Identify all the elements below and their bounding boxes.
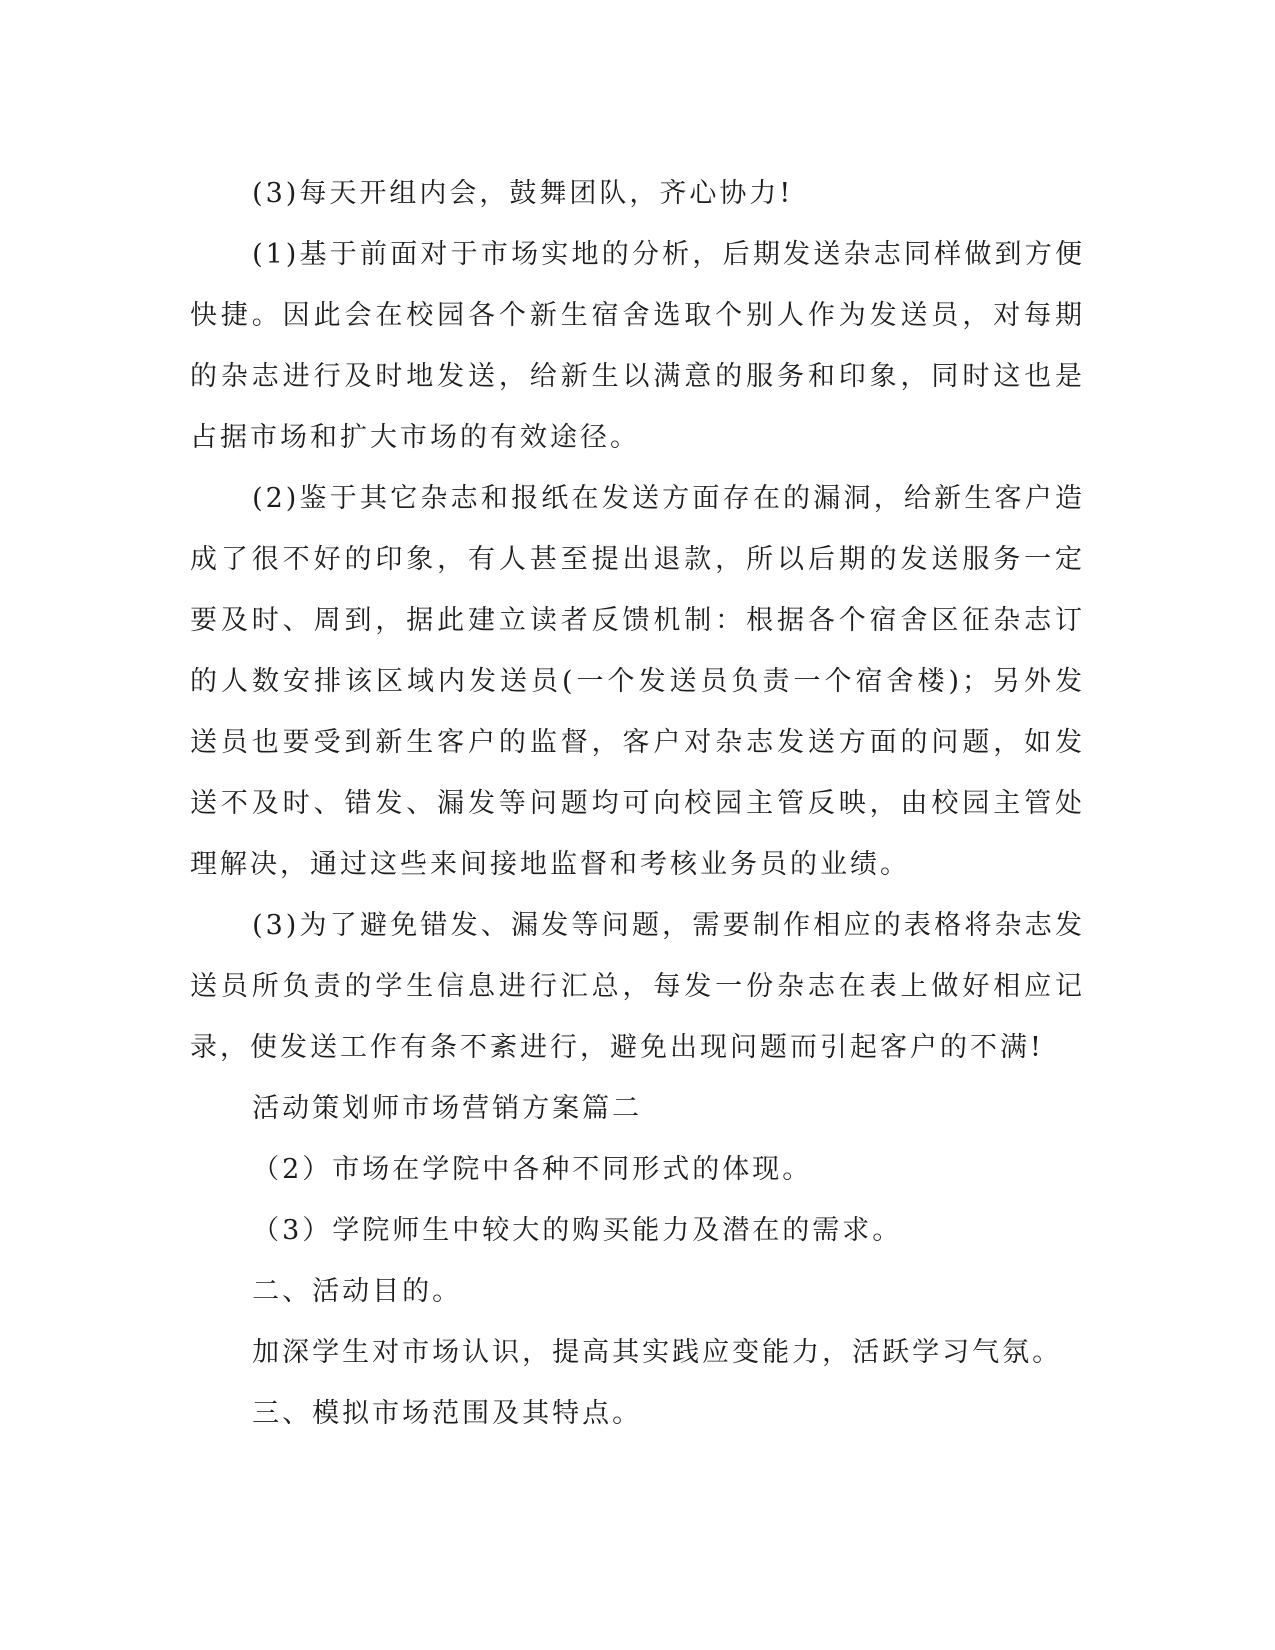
section-title: 活动策划师市场营销方案篇二 — [252, 1093, 643, 1124]
paragraph-delivery-convenience: (1)基于前面对于市场实地的分析，后期发送杂志同样做到方便快捷。因此会在校园各个新生宿舍选取个别人作为发送员，对每期的杂志进行及时地发送，给新生以满意的服务和印象，同时这也是占据市场和扩大市场的有效途径。 — [190, 239, 1085, 453]
paragraph-daily-meeting: (3)每天开组内会，鼓舞团队，齐心协力! — [252, 178, 794, 209]
heading-market-scope: 三、模拟市场范围及其特点。 — [252, 1398, 643, 1429]
paragraph-market-forms: （2）市场在学院中各种不同形式的体现。 — [252, 1154, 813, 1185]
heading-activity-goal: 二、活动目的。 — [252, 1276, 463, 1307]
paragraph-reader-feedback: (2)鉴于其它杂志和报纸在发送方面存在的漏洞，给新生客户造成了很不好的印象，有人甚至提出退款，所以后期的发送服务一定要及时、周到，据此建立读者反馈机制：根据各个宿舍区征杂志订的人数安排该区域内发送员(一个发送员负责一个宿舍楼)；另外发送员也要受到新生客户的监督，客户对杂志发送方面的问题，如发送不及时、错发、漏发等问题均可向校园主管反映，由校园主管处理解决，通过这些来间接地监督和考核业务员的业绩。 — [190, 483, 1085, 880]
paragraph-purchasing-power: （3）学院师生中较大的购买能力及潜在的需求。 — [252, 1215, 903, 1246]
paragraph-delivery-records: (3)为了避免错发、漏发等问题，需要制作相应的表格将杂志发送员所负责的学生信息进行汇总，每发一份杂志在表上做好相应记录，使发送工作有条不紊进行，避免出现问题而引起客户的不满! — [190, 910, 1085, 1063]
paragraph-activity-goal: 加深学生对市场认识，提高其实践应变能力，活跃学习气氛。 — [252, 1337, 1063, 1368]
